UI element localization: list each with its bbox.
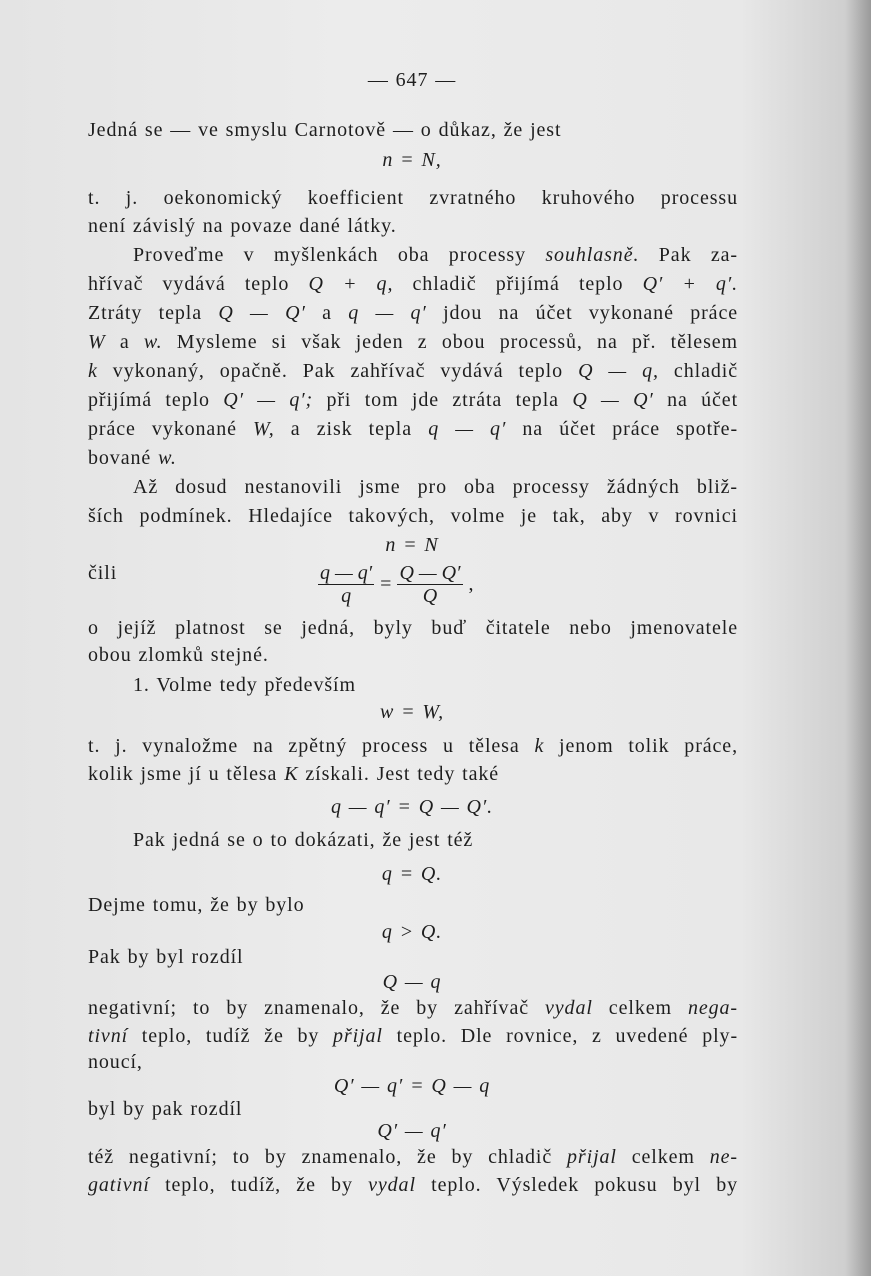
text-line — [88, 734, 738, 758]
italic-text: W — [88, 331, 106, 353]
text-line — [382, 862, 442, 886]
italic-text: w. — [158, 447, 177, 469]
equals-sign: = — [380, 573, 392, 595]
text-segment: Pak by byl rozdíl — [88, 946, 244, 968]
text-line — [88, 118, 561, 142]
text-line — [88, 359, 738, 383]
text-segment: jdou na účet vykonané práce — [426, 302, 739, 324]
text-segment: na účet práce spotře- — [506, 418, 739, 440]
italic-text: K — [284, 763, 299, 785]
italic-text: Q′ — q′; — [223, 389, 314, 411]
italic-text: W, — [253, 418, 275, 440]
text-line — [88, 417, 738, 441]
text-line — [88, 643, 269, 667]
page-number: — 647 — — [367, 69, 457, 91]
text-line — [382, 920, 442, 944]
text-line — [88, 214, 397, 238]
italic-text: souhlasně. — [545, 244, 640, 266]
numerator: Q — Q′ — [399, 562, 461, 584]
italic-text: n = N — [385, 534, 439, 556]
text-line — [133, 673, 356, 697]
text-segment: Pak za- — [639, 244, 738, 266]
italic-text: k — [534, 735, 545, 757]
text-line — [88, 475, 738, 499]
text-segment: není závislý na povaze dané látky. — [88, 215, 397, 237]
denominator: Q — [422, 585, 438, 607]
text-segment: Ztráty tepla — [88, 302, 219, 324]
text-segment: ších podmínek. Hledajíce takových, volme je tak, aby v rovnici — [88, 505, 738, 527]
text-line — [88, 1050, 143, 1074]
text-line — [88, 1173, 738, 1197]
italic-text: tivní — [88, 1025, 129, 1047]
text-line — [334, 1074, 490, 1098]
text-line — [88, 1097, 242, 1121]
italic-text: q — q′ = Q — Q′. — [330, 796, 494, 818]
text-segment: chladič přijímá teplo — [393, 273, 643, 295]
text-segment: Proveďme v myšlenkách oba processy — [133, 244, 546, 266]
text-line — [88, 504, 738, 528]
text-segment: teplo. Výsledek pokusu byl by — [415, 1174, 738, 1196]
italic-text: q > Q. — [381, 921, 443, 943]
italic-text: k — [88, 360, 98, 382]
text-segment: Pak jedná se o to dokázati, že jest též — [133, 829, 474, 851]
text-line — [385, 533, 438, 557]
text-segment: noucí, — [88, 1051, 143, 1073]
text-segment: byl by pak rozdíl — [88, 1098, 243, 1120]
text-segment: negativní; to by znamenalo, že by zahřívač — [88, 997, 545, 1019]
text-segment: teplo, tudíž že by — [128, 1025, 334, 1047]
text-segment: Jedná se — ve smyslu Carnotově — o důkaz, že jest — [88, 119, 562, 141]
fraction-right — [397, 562, 462, 607]
italic-text: q — q′ — [428, 418, 507, 440]
text-segment: obou zlomků stejné. — [88, 644, 269, 666]
italic-text: Q′ + q′. — [642, 273, 739, 295]
text-line — [88, 945, 244, 969]
italic-text: vydal — [545, 997, 593, 1019]
italic-text: Q — Q′ — [218, 302, 306, 324]
text-line — [88, 996, 738, 1020]
italic-text: ne- — [709, 1146, 738, 1168]
fraction-left — [318, 562, 374, 607]
italic-text: Q — Q′ — [572, 389, 654, 411]
text-line — [133, 828, 473, 852]
text-line — [88, 301, 738, 325]
italic-text: Q — q — [382, 971, 442, 993]
numerator: q — q′ — [320, 562, 373, 584]
text-line — [88, 388, 738, 412]
italic-text: Q + q, — [308, 273, 394, 295]
text-segment: jenom tolik práce, — [544, 735, 738, 757]
text-line — [382, 148, 441, 172]
italic-text: Q — q, — [578, 360, 659, 382]
italic-text: přijal — [333, 1025, 383, 1047]
text-line — [380, 700, 444, 724]
italic-text: Q′ — q′ = Q — q — [333, 1075, 491, 1097]
text-line — [88, 893, 305, 917]
text-segment: též negativní; to by znamenalo, že by chladič — [88, 1146, 568, 1168]
text-segment: přijímá teplo — [88, 389, 224, 411]
denominator: q — [341, 585, 352, 607]
text-segment: vykonaný, opačně. Pak zahřívač vydává teplo — [97, 360, 579, 382]
italic-text: q — q′ — [348, 302, 427, 324]
text-segment: hřívač vydává teplo — [88, 273, 309, 295]
text-line — [88, 616, 738, 640]
text-segment: t. j. vynaložme na zpětný process u tělesa — [88, 735, 535, 757]
text-segment: Dejme tomu, že by bylo — [88, 894, 305, 916]
italic-text: Q′ — q′ — [377, 1120, 447, 1142]
text-segment: při tom jde ztráta tepla — [313, 389, 573, 411]
comma: , — [468, 573, 474, 595]
text-segment: t. j. oekonomický koefficient zvratného kruhového processu — [88, 187, 738, 209]
text-segment: celkem — [616, 1146, 710, 1168]
text-line — [88, 330, 738, 354]
italic-text: w = W, — [379, 701, 445, 723]
italic-text: q = Q. — [381, 863, 443, 885]
text-line — [383, 970, 442, 994]
text-segment: a zisk tepla — [274, 418, 429, 440]
text-segment: Mysleme si však jeden z obou processů, na př. tělesem — [162, 331, 738, 353]
text-segment: čili — [88, 562, 118, 584]
italic-text: nega- — [687, 997, 738, 1019]
text-line — [88, 1024, 738, 1048]
fraction-equation — [318, 562, 474, 607]
italic-text: gativní — [88, 1174, 150, 1196]
text-line — [88, 186, 738, 210]
text-line — [88, 243, 738, 267]
italic-text: vydal — [368, 1174, 416, 1196]
text-segment: 1. Volme tedy především — [133, 674, 356, 696]
text-segment: o jejíž platnost se jedná, byly buď čitatele nebo jmenovatele — [88, 617, 738, 639]
text-segment: získali. Jest tedy také — [298, 763, 500, 785]
text-segment: a — [305, 302, 349, 324]
text-segment: teplo. Dle rovnice, z uvedené ply- — [382, 1025, 739, 1047]
text-segment: chladič — [658, 360, 738, 382]
text-segment: na účet — [653, 389, 739, 411]
text-segment: a — [105, 331, 144, 353]
text-segment: teplo, tudíž, že by — [149, 1174, 369, 1196]
italic-text: přijal — [567, 1146, 617, 1168]
text-line — [88, 1145, 738, 1169]
text-segment: práce vykonané — [88, 418, 254, 440]
text-line — [331, 795, 493, 819]
text-line — [88, 272, 738, 296]
text-line — [377, 1119, 446, 1143]
text-line — [88, 446, 177, 470]
text-segment: bované — [88, 447, 159, 469]
text-segment: Až dosud nestanovili jsme pro oba processy žádných bliž- — [133, 476, 738, 498]
text-line — [88, 561, 117, 585]
italic-text: w. — [143, 331, 163, 353]
italic-text: n = N, — [382, 149, 442, 171]
text-segment: kolik jsme jí u tělesa — [88, 763, 285, 785]
text-segment: celkem — [592, 997, 688, 1019]
text-line — [88, 762, 499, 786]
